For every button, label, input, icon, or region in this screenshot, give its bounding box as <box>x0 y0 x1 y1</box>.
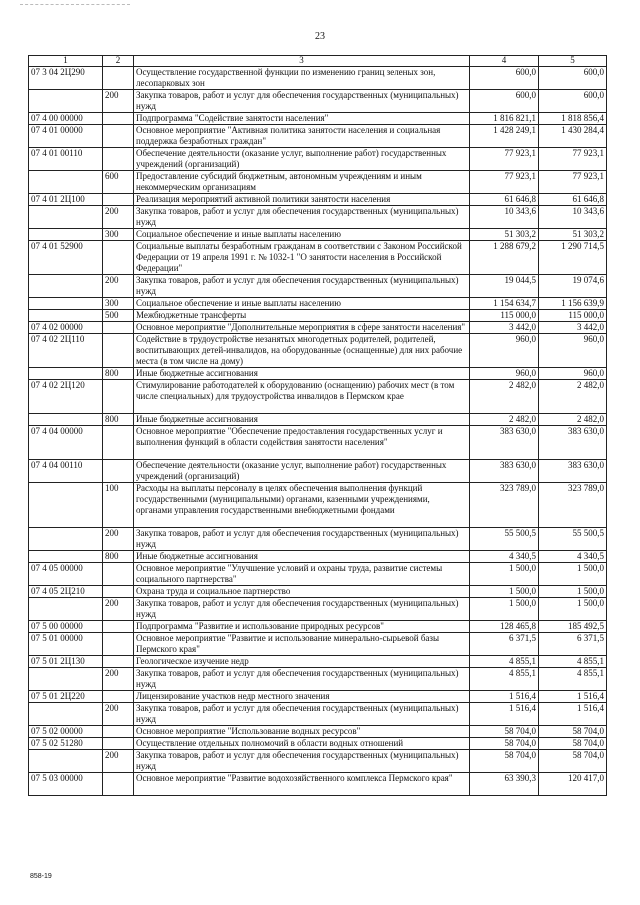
row-amount-1: 6 371,5 <box>470 633 539 656</box>
row-expense-type: 300 <box>103 298 134 310</box>
table-row <box>29 368 607 380</box>
column-header-code: 1 <box>29 56 103 67</box>
row-code: 07 4 01 00000 <box>29 125 103 148</box>
row-code <box>29 703 103 726</box>
row-amount-1: 600,0 <box>470 67 539 90</box>
row-code <box>29 275 103 298</box>
row-code: 07 4 04 00110 <box>29 460 103 483</box>
row-amount-2: 1 290 714,5 <box>539 241 607 275</box>
row-amount-1: 115 000,0 <box>470 310 539 322</box>
row-amount-1: 77 923,1 <box>470 171 539 194</box>
table-body <box>29 67 607 796</box>
row-expense-type <box>103 148 134 171</box>
row-amount-2: 1 430 284,4 <box>539 125 607 148</box>
row-expense-type: 200 <box>103 528 134 551</box>
row-expense-type <box>103 125 134 148</box>
row-amount-2: 600,0 <box>539 90 607 113</box>
row-amount-1: 1 154 634,7 <box>470 298 539 310</box>
row-code: 07 4 02 2Ц110 <box>29 334 103 368</box>
row-code: 07 5 01 2Ц220 <box>29 691 103 703</box>
row-code: 07 5 01 2Ц130 <box>29 656 103 668</box>
row-expense-type: 200 <box>103 275 134 298</box>
row-code: 07 5 00 00000 <box>29 621 103 633</box>
table-row <box>29 125 607 148</box>
row-amount-2: 6 371,5 <box>539 633 607 656</box>
row-amount-2: 4 855,1 <box>539 656 607 668</box>
row-code: 07 4 00 00000 <box>29 113 103 125</box>
row-amount-1: 4 340,5 <box>470 551 539 563</box>
row-expense-type <box>103 194 134 206</box>
row-description: Осуществление государственной функции по изменению границ зеленых зон, лесопарковых зон <box>134 67 470 90</box>
row-description: Основное мероприятие "Дополнительные мероприятия в сфере занятости населения" <box>134 322 470 334</box>
table-row <box>29 668 607 691</box>
column-header-amount-2: 5 <box>539 56 607 67</box>
row-expense-type <box>103 691 134 703</box>
row-description: Основное мероприятие "Развитие водохозяйственного комплекса Пермского края" <box>134 773 470 796</box>
row-amount-2: 115 000,0 <box>539 310 607 322</box>
row-amount-2: 58 704,0 <box>539 750 607 773</box>
row-description: Лицензирование участков недр местного значения <box>134 691 470 703</box>
row-amount-2: 960,0 <box>539 334 607 368</box>
row-amount-2: 58 704,0 <box>539 726 607 738</box>
table-row <box>29 621 607 633</box>
row-amount-1: 77 923,1 <box>470 148 539 171</box>
table-row <box>29 206 607 229</box>
row-amount-1: 383 630,0 <box>470 460 539 483</box>
row-amount-2: 2 482,0 <box>539 414 607 426</box>
row-amount-1: 4 855,1 <box>470 668 539 691</box>
table-row <box>29 90 607 113</box>
row-description: Закупка товаров, работ и услуг для обеспечения государственных (муниципальных) нужд <box>134 703 470 726</box>
table-row <box>29 691 607 703</box>
table-row <box>29 738 607 750</box>
row-code <box>29 483 103 528</box>
row-amount-2: 61 646,8 <box>539 194 607 206</box>
row-description: Расходы на выплаты персоналу в целях обеспечения выполнения функций государственными (муниципальными) органами, казенными учреждениями, органами управления государственными внебюджетными фондами <box>134 483 470 528</box>
table-row <box>29 656 607 668</box>
row-code: 07 5 02 00000 <box>29 726 103 738</box>
row-code <box>29 551 103 563</box>
row-expense-type <box>103 334 134 368</box>
row-description: Основное мероприятие "Использование водных ресурсов" <box>134 726 470 738</box>
row-code: 07 3 04 2Ц290 <box>29 67 103 90</box>
row-amount-1: 1 816 821,1 <box>470 113 539 125</box>
row-amount-1: 383 630,0 <box>470 426 539 460</box>
row-expense-type <box>103 460 134 483</box>
row-description: Охрана труда и социальное партнерство <box>134 586 470 598</box>
row-code <box>29 668 103 691</box>
row-amount-2: 4 340,5 <box>539 551 607 563</box>
row-expense-type: 200 <box>103 668 134 691</box>
table-row <box>29 633 607 656</box>
row-amount-2: 1 156 639,9 <box>539 298 607 310</box>
row-amount-1: 10 343,6 <box>470 206 539 229</box>
row-expense-type <box>103 633 134 656</box>
row-amount-2: 51 303,2 <box>539 229 607 241</box>
row-expense-type <box>103 621 134 633</box>
row-description: Закупка товаров, работ и услуг для обеспечения государственных (муниципальных) нужд <box>134 668 470 691</box>
footer-code: 858-19 <box>30 873 52 880</box>
row-amount-2: 3 442,0 <box>539 322 607 334</box>
table-row <box>29 703 607 726</box>
row-code <box>29 171 103 194</box>
table-row <box>29 67 607 90</box>
row-amount-1: 55 500,5 <box>470 528 539 551</box>
row-amount-1: 600,0 <box>470 90 539 113</box>
row-amount-2: 2 482,0 <box>539 380 607 414</box>
row-amount-1: 1 516,4 <box>470 703 539 726</box>
row-amount-2: 19 074,6 <box>539 275 607 298</box>
row-code: 07 4 04 00000 <box>29 426 103 460</box>
row-description: Межбюджетные трансферты <box>134 310 470 322</box>
row-amount-1: 1 500,0 <box>470 563 539 586</box>
row-description: Закупка товаров, работ и услуг для обеспечения государственных (муниципальных) нужд <box>134 598 470 621</box>
row-amount-2: 1 500,0 <box>539 563 607 586</box>
table-row <box>29 414 607 426</box>
row-code <box>29 598 103 621</box>
table-row <box>29 334 607 368</box>
row-code: 07 4 05 2Ц210 <box>29 586 103 598</box>
row-amount-1: 61 646,8 <box>470 194 539 206</box>
row-amount-2: 323 789,0 <box>539 483 607 528</box>
row-expense-type: 600 <box>103 171 134 194</box>
table-row <box>29 148 607 171</box>
row-expense-type <box>103 322 134 334</box>
row-code <box>29 414 103 426</box>
row-amount-2: 1 500,0 <box>539 598 607 621</box>
table-row <box>29 551 607 563</box>
row-expense-type: 300 <box>103 229 134 241</box>
row-expense-type <box>103 113 134 125</box>
row-description: Подпрограмма "Содействие занятости населения" <box>134 113 470 125</box>
row-code: 07 5 03 00000 <box>29 773 103 796</box>
row-amount-2: 55 500,5 <box>539 528 607 551</box>
table-row <box>29 171 607 194</box>
row-expense-type <box>103 241 134 275</box>
row-code <box>29 206 103 229</box>
row-code: 07 4 01 00110 <box>29 148 103 171</box>
row-expense-type <box>103 67 134 90</box>
table-row <box>29 113 607 125</box>
table-row <box>29 773 607 796</box>
row-amount-1: 63 390,3 <box>470 773 539 796</box>
row-description: Социальное обеспечение и иные выплаты населению <box>134 298 470 310</box>
column-header-amount-1: 4 <box>470 56 539 67</box>
row-amount-1: 960,0 <box>470 368 539 380</box>
table-row <box>29 241 607 275</box>
row-code: 07 5 01 00000 <box>29 633 103 656</box>
row-description: Социальные выплаты безработным гражданам в соответствии с Законом Российской Федерации от 19 апреля 1991 г. № 1032-1 "О занятости населения в Российской Федерации" <box>134 241 470 275</box>
table-row <box>29 275 607 298</box>
row-description: Основное мероприятие "Обеспечение предоставления государственных услуг и выполнения функций в области содействия занятости населения" <box>134 426 470 460</box>
row-code <box>29 90 103 113</box>
row-amount-1: 1 500,0 <box>470 586 539 598</box>
row-expense-type <box>103 426 134 460</box>
row-amount-2: 4 855,1 <box>539 668 607 691</box>
row-code: 07 4 01 2Ц100 <box>29 194 103 206</box>
row-expense-type: 200 <box>103 206 134 229</box>
row-expense-type <box>103 586 134 598</box>
row-amount-1: 58 704,0 <box>470 738 539 750</box>
row-amount-2: 120 417,0 <box>539 773 607 796</box>
row-code: 07 5 02 51280 <box>29 738 103 750</box>
row-expense-type: 800 <box>103 551 134 563</box>
row-amount-1: 1 428 249,1 <box>470 125 539 148</box>
table-row <box>29 460 607 483</box>
budget-table <box>28 55 607 796</box>
row-amount-2: 77 923,1 <box>539 171 607 194</box>
row-description: Иные бюджетные ассигнования <box>134 414 470 426</box>
table-row <box>29 598 607 621</box>
row-description: Осуществление отдельных полномочий в области водных отношений <box>134 738 470 750</box>
top-scan-line <box>20 4 130 5</box>
row-description: Иные бюджетные ассигнования <box>134 368 470 380</box>
row-description: Закупка товаров, работ и услуг для обеспечения государственных (муниципальных) нужд <box>134 206 470 229</box>
row-code: 07 4 01 52900 <box>29 241 103 275</box>
table-header-row <box>29 56 607 67</box>
row-amount-2: 383 630,0 <box>539 460 607 483</box>
row-description: Геологическое изучение недр <box>134 656 470 668</box>
row-amount-1: 1 500,0 <box>470 598 539 621</box>
row-amount-2: 1 516,4 <box>539 691 607 703</box>
row-description: Закупка товаров, работ и услуг для обеспечения государственных (муниципальных) нужд <box>134 275 470 298</box>
row-amount-2: 600,0 <box>539 67 607 90</box>
row-code <box>29 298 103 310</box>
row-amount-1: 51 303,2 <box>470 229 539 241</box>
row-amount-2: 960,0 <box>539 368 607 380</box>
row-code <box>29 229 103 241</box>
row-description: Закупка товаров, работ и услуг для обеспечения государственных (муниципальных) нужд <box>134 90 470 113</box>
row-expense-type <box>103 773 134 796</box>
row-description: Иные бюджетные ассигнования <box>134 551 470 563</box>
row-description: Закупка товаров, работ и услуг для обеспечения государственных (муниципальных) нужд <box>134 528 470 551</box>
table-row <box>29 586 607 598</box>
row-expense-type: 800 <box>103 368 134 380</box>
row-expense-type: 200 <box>103 598 134 621</box>
row-expense-type: 500 <box>103 310 134 322</box>
row-amount-1: 2 482,0 <box>470 414 539 426</box>
table-row <box>29 750 607 773</box>
row-expense-type <box>103 563 134 586</box>
row-description: Предоставление субсидий бюджетным, автономным учреждениям и иным некоммерческим организациям <box>134 171 470 194</box>
row-expense-type: 800 <box>103 414 134 426</box>
table-row <box>29 298 607 310</box>
row-amount-1: 2 482,0 <box>470 380 539 414</box>
row-code <box>29 368 103 380</box>
row-code <box>29 310 103 322</box>
row-amount-2: 1 818 856,4 <box>539 113 607 125</box>
row-code: 07 4 02 2Ц120 <box>29 380 103 414</box>
table-row <box>29 528 607 551</box>
row-amount-1: 1 288 679,2 <box>470 241 539 275</box>
row-description: Закупка товаров, работ и услуг для обеспечения государственных (муниципальных) нужд <box>134 750 470 773</box>
row-amount-1: 3 442,0 <box>470 322 539 334</box>
table-row <box>29 426 607 460</box>
column-header-type: 2 <box>103 56 134 67</box>
row-description: Социальное обеспечение и иные выплаты населению <box>134 229 470 241</box>
column-header-description: 3 <box>134 56 470 67</box>
page-number: 23 <box>315 31 325 42</box>
row-code <box>29 750 103 773</box>
row-expense-type: 100 <box>103 483 134 528</box>
row-amount-2: 1 516,4 <box>539 703 607 726</box>
row-description: Подпрограмма "Развитие и использование природных ресурсов" <box>134 621 470 633</box>
row-expense-type <box>103 380 134 414</box>
row-amount-2: 1 500,0 <box>539 586 607 598</box>
row-description: Обеспечение деятельности (оказание услуг, выполнение работ) государственных учреждений (организаций) <box>134 148 470 171</box>
row-expense-type <box>103 656 134 668</box>
row-expense-type <box>103 726 134 738</box>
row-amount-1: 1 516,4 <box>470 691 539 703</box>
row-description: Содействие в трудоустройстве незанятых многодетных родителей, родителей, воспитывающих детей-инвалидов, на оборудованные (оснащенные) для них рабочие места (в том числе на дому) <box>134 334 470 368</box>
row-description: Основное мероприятие "Улучшение условий и охраны труда, развитие системы социального партнерства" <box>134 563 470 586</box>
row-description: Основное мероприятие "Активная политика занятости населения и социальная поддержка безработных граждан" <box>134 125 470 148</box>
table-row <box>29 322 607 334</box>
row-expense-type <box>103 738 134 750</box>
table-row <box>29 194 607 206</box>
row-amount-1: 58 704,0 <box>470 726 539 738</box>
table-row <box>29 726 607 738</box>
row-description: Обеспечение деятельности (оказание услуг, выполнение работ) государственных учреждений (организаций) <box>134 460 470 483</box>
row-amount-2: 58 704,0 <box>539 738 607 750</box>
row-amount-2: 10 343,6 <box>539 206 607 229</box>
row-amount-1: 4 855,1 <box>470 656 539 668</box>
table-row <box>29 563 607 586</box>
row-amount-2: 185 492,5 <box>539 621 607 633</box>
row-expense-type: 200 <box>103 90 134 113</box>
table-row <box>29 380 607 414</box>
row-amount-1: 58 704,0 <box>470 750 539 773</box>
row-description: Стимулирование работодателей к оборудованию (оснащению) рабочих мест (в том числе специальных) для трудоустройства инвалидов в Пермском крае <box>134 380 470 414</box>
row-amount-1: 960,0 <box>470 334 539 368</box>
row-amount-2: 77 923,1 <box>539 148 607 171</box>
row-description: Реализация мероприятий активной политики занятости населения <box>134 194 470 206</box>
table-row <box>29 310 607 322</box>
row-amount-2: 383 630,0 <box>539 426 607 460</box>
row-code <box>29 528 103 551</box>
row-code: 07 4 05 00000 <box>29 563 103 586</box>
row-code: 07 4 02 00000 <box>29 322 103 334</box>
table-row <box>29 483 607 528</box>
row-amount-1: 128 465,8 <box>470 621 539 633</box>
row-expense-type: 200 <box>103 703 134 726</box>
row-amount-1: 323 789,0 <box>470 483 539 528</box>
row-description: Основное мероприятие "Развитие и использование минерально-сырьевой базы Пермского края" <box>134 633 470 656</box>
table-row <box>29 229 607 241</box>
row-amount-1: 19 044,5 <box>470 275 539 298</box>
row-expense-type: 200 <box>103 750 134 773</box>
